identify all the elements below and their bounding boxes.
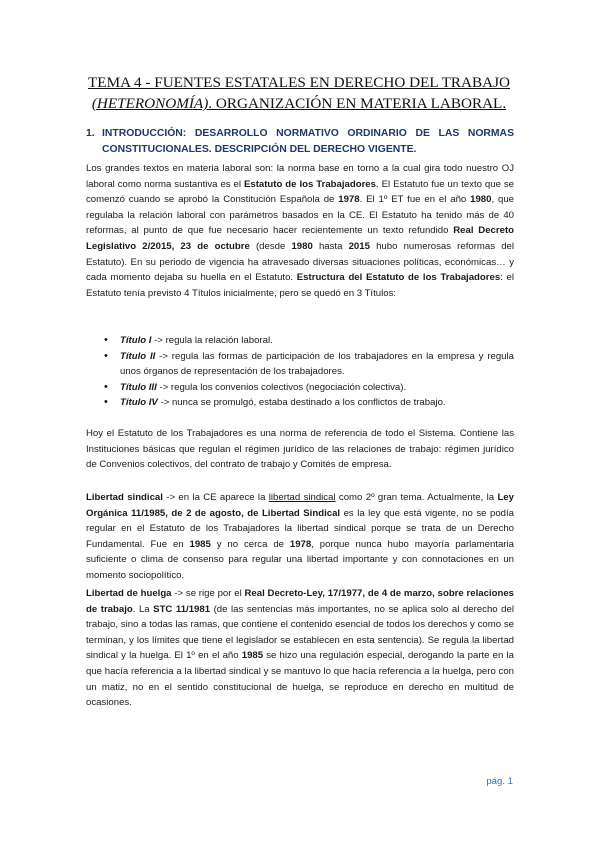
list-item [86,380,514,396]
text-run: : el Estatuto tenía previsto 4 Títulos inicialmente, pero se quedó en 3 Títulos: [86,272,514,299]
section-heading [86,126,514,157]
text-run: como 2º gran tema. Actualmente, la [335,492,498,503]
list-item-title: Título IV [120,397,158,409]
bold-run: Libertad de huelga [86,588,172,599]
underlined-run: libertad sindical [268,492,336,503]
text-run: se hizo una regulación especial, derogando la parte en la que hacía referencia a la libertad sindical y se mantuvo lo que hacía referencia a la huelga, pero con un matiz, no en el sentido constitucional de huelga, se reproduce en derecho en multitud de ocasiones. [86,650,514,709]
bold-run: Real Decreto-Ley, 17/1977, de 4 de marzo, sobre relaciones de trabajo [86,588,514,615]
text-run: . La [132,603,154,615]
title-line-2 [78,93,520,114]
bold-run: 1985 [189,538,211,550]
bold-run: 2015 [348,240,370,252]
paragraph-libertad-huelga [86,586,514,711]
text-run: hubo numerosas reformas del Estatuto). En su periodo de vigencia ha atravesado diversas situaciones políticas, económicas… y cada momento dejaba su huella en el Estatuto. [86,240,514,284]
bold-run: 1978 [289,538,312,550]
paragraph-text: Hoy el Estatuto de los Trabajadores es una norma de referencia de todo el Sistema. Contiene las Instituciones básicas que regulan el régimen jurídico de las relaciones de trabajo: régimen jurídico de Convenios colectivos, del contrato de trabajo y Comités de empresa. [86,428,514,471]
text-run: . El Estatuto fue un texto que se comenzó cuando se aprobó la Constitución Española de [86,178,514,206]
bold-run: 1980 [291,240,313,252]
text-run: y no cerca de [210,538,290,550]
text-run: (desde [249,240,292,252]
list-item-title: Título I [120,335,152,346]
text-run: -> se rige por el [171,588,245,599]
document-title [78,72,520,114]
text-run: Los grandes textos en materia laboral son: la norma base en torno a la cual gira todo nuestro OJ laboral como norma sustantiva es el [86,163,514,190]
bold-run: 1985 [241,650,264,662]
list-item-title: Título II [120,350,156,362]
bold-run: Libertad sindical [86,492,163,503]
section-heading-text: INTRODUCCIÓN: DESARROLLO NORMATIVO ORDINARIO DE LAS NORMAS CONSTITUCIONALES. DESCRIPCIÓN DEL DERECHO VIGENTE. [102,128,514,155]
list-item [86,395,514,411]
list-item-desc: -> nunca se promulgó, estaba destinado a los conflictos de trabajo. [157,397,446,409]
list-item-desc: -> regula los convenios colectivos (negociación colectiva). [156,381,407,393]
section-number: 1. [86,128,95,139]
bold-run: Ley Orgánica 11/1985, de 2 de agosto, de Libertad Sindical [86,492,514,519]
bold-run: 1978 [338,194,360,206]
bold-run: Real Decreto Legislativo 2/2015, 23 de octubre [86,225,515,252]
paragraph-reference [86,426,514,473]
list-item-desc: -> regula la relación laboral. [151,335,273,346]
title-line-1: TEMA 4 - FUENTES ESTATALES EN DERECHO DEL TRABAJO [88,74,510,91]
text-run: -> en la CE aparece la [162,492,269,503]
title-italic-part: (HETERONOMÍA) [91,95,209,112]
text-run: es la ley que está vigente, no se podía regular en el Estatuto de los Trabajadores la libertad sindical porque se trata de un Derecho Fundamental. Fue en [86,507,514,550]
paragraph-libertad-sindical [86,490,514,584]
text-run: , porque nunca hubo mayoría parlamentaria suficiente o clima de consenso para regular una libertad importante y con connotaciones en un momento sociopolítico. [86,538,514,581]
bold-run: Estatuto de los Trabajadores [243,178,376,190]
text-run: . El 1º ET fue en el año [359,194,471,206]
text-run: (de las sentencias más importantes, no se aplica solo al derecho del trabajo, sino a todas las ramas, que contiene el contenido esencial de todos los derechos y como se terminan, y los límites que tiene el legislador se establecen en esta sentencia). Se regula la libertad sindical y la huelga. El 1º en el año [86,603,514,662]
titles-list [86,333,514,411]
bold-run: 1980 [470,194,492,206]
title-rest-part: . ORGANIZACIÓN EN MATERIA LABORAL. [208,95,507,112]
list-item-title: Título III [120,381,157,393]
text-run: , que regulaba la relación laboral con parámetros basados en la CE. El Estatuto ha tenido más de 40 reformas, al punto de que fue necesario hacer recientemente un texto refundido [86,194,514,237]
list-item [86,349,514,380]
list-item-desc: -> regula las formas de participación de los trabajadores en la empresa y regula unos órganos de representación de los trabajadores. [120,350,514,378]
list-item [86,333,514,349]
paragraph-intro [86,161,514,301]
bold-run: STC 11/1981 [153,603,211,615]
page-number: pág. 1 [486,776,513,787]
text-run: hasta [312,240,349,252]
bold-run: Estructura del Estatuto de los Trabajadores [296,272,501,284]
